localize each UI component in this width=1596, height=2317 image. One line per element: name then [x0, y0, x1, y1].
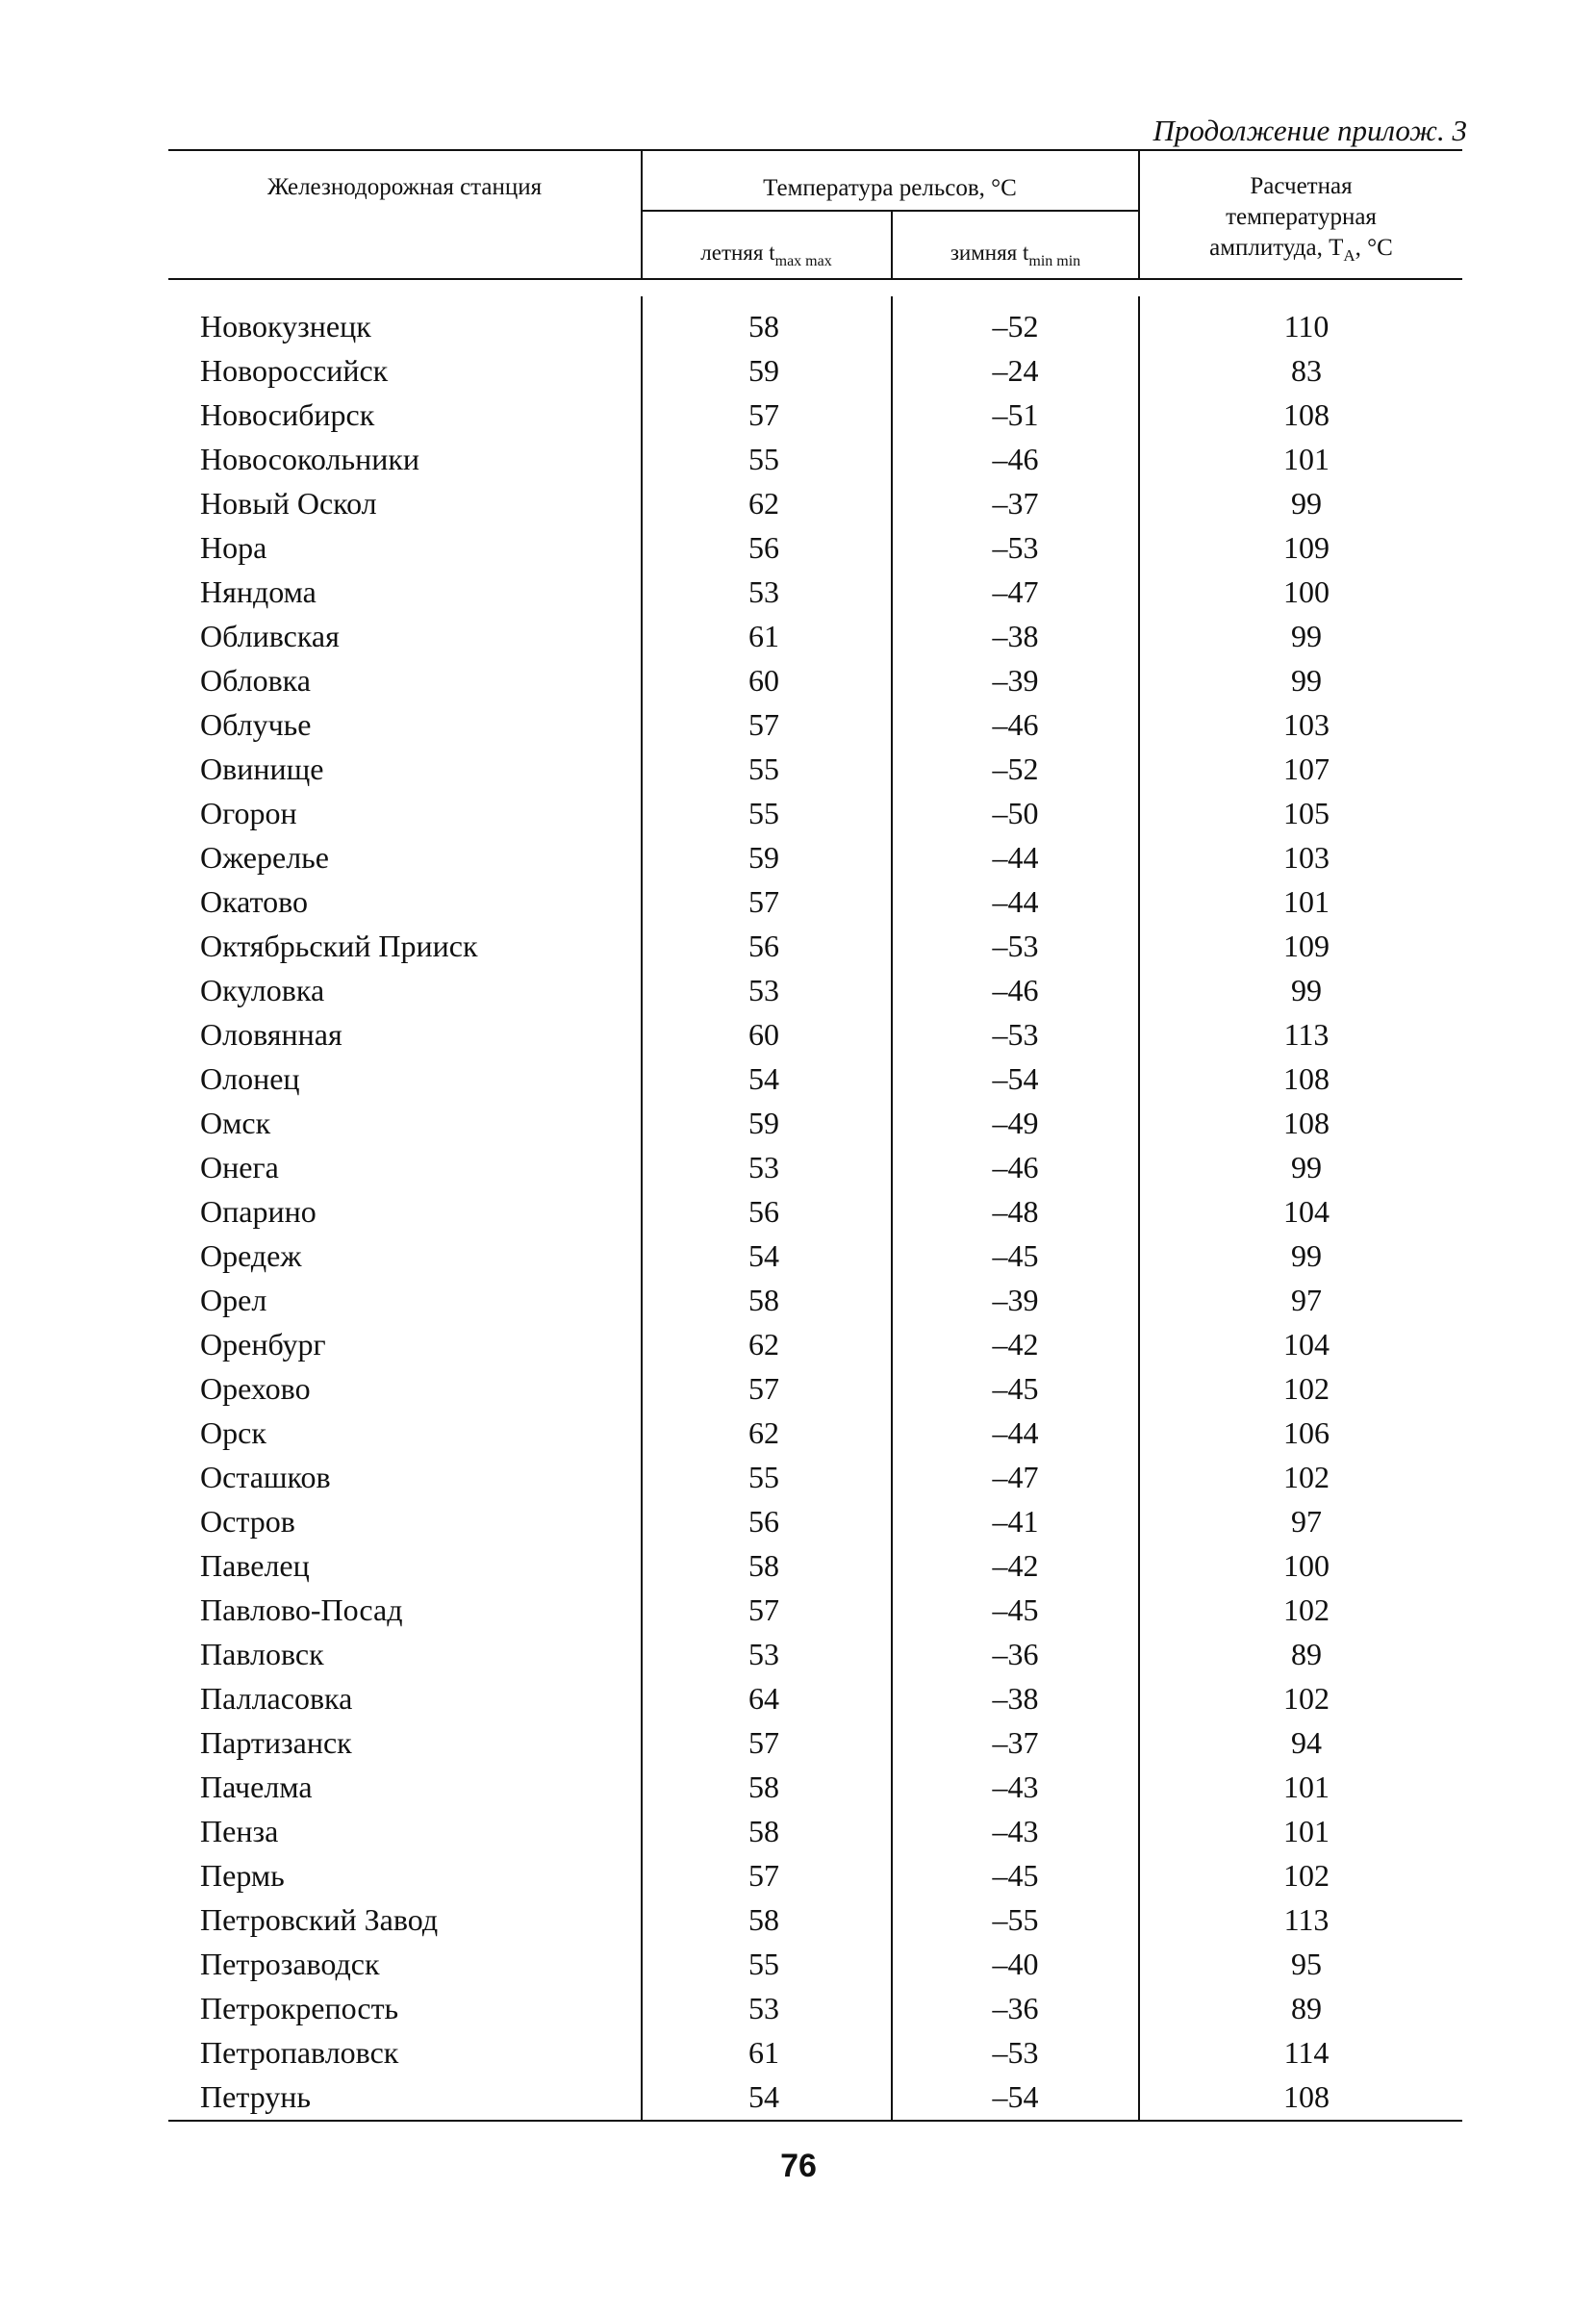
amplitude-cell: 102	[1283, 1371, 1330, 1406]
station-name-cell: Петропавловск	[200, 2035, 399, 2070]
summer-temp-cell: 53	[748, 1991, 779, 2025]
summer-temp-cell: 53	[748, 1637, 779, 1671]
station-name-cell: Нора	[200, 530, 267, 565]
summer-temp-cell: 55	[748, 751, 779, 786]
amplitude-cell: 105	[1283, 796, 1330, 830]
amplitude-cell: 104	[1283, 1194, 1330, 1229]
summer-temp-cell: 54	[748, 1238, 779, 1273]
station-name-cell: Остров	[200, 1504, 295, 1539]
table-row	[0, 1942, 1596, 1986]
station-name-cell: Новосибирск	[200, 397, 375, 432]
winter-temp-cell: –55	[992, 1902, 1039, 1937]
table-row	[0, 835, 1596, 879]
amplitude-cell: 99	[1291, 486, 1322, 521]
winter-temp-cell: –42	[992, 1548, 1039, 1583]
amplitude-cell: 108	[1283, 2079, 1330, 2114]
table-row	[0, 702, 1596, 747]
table-row	[0, 393, 1596, 437]
winter-temp-cell: –44	[992, 884, 1039, 919]
station-name-cell: Новокузнецк	[200, 309, 371, 344]
station-name-cell: Омск	[200, 1106, 271, 1140]
continuation-label-text: Продолжение прилож. 3	[1153, 114, 1467, 147]
summer-temp-cell: 53	[748, 574, 779, 609]
station-name-cell: Ожерелье	[200, 840, 329, 875]
winter-temp-cell: –52	[992, 751, 1039, 786]
station-name-cell: Опарино	[200, 1194, 317, 1229]
winter-temp-cell: –37	[992, 1725, 1039, 1760]
winter-temp-cell: –49	[992, 1106, 1039, 1140]
amplitude-cell: 83	[1291, 353, 1322, 388]
header-amplitude-line2: температурная	[1226, 204, 1377, 230]
table-row	[0, 570, 1596, 614]
winter-temp-cell: –53	[992, 929, 1039, 963]
table-row	[0, 1411, 1596, 1455]
winter-temp-cell: –53	[992, 2035, 1039, 2070]
table-row	[0, 1455, 1596, 1499]
summer-temp-cell: 62	[748, 1415, 779, 1450]
amplitude-cell: 100	[1283, 574, 1330, 609]
table-row	[0, 614, 1596, 658]
station-name-cell: Пенза	[200, 1814, 279, 1848]
winter-temp-cell: –47	[992, 1460, 1039, 1494]
station-name-cell: Петрозаводск	[200, 1947, 380, 1981]
amplitude-cell: 101	[1283, 1770, 1330, 1804]
table-row	[0, 924, 1596, 968]
winter-temp-cell: –40	[992, 1947, 1039, 1981]
station-name-cell: Палласовка	[200, 1681, 353, 1716]
table-row	[0, 658, 1596, 702]
amplitude-cell: 99	[1291, 663, 1322, 698]
winter-temp-cell: –38	[992, 619, 1039, 653]
winter-temp-cell: –39	[992, 1283, 1039, 1317]
summer-temp-cell: 53	[748, 973, 779, 1007]
summer-temp-cell: 54	[748, 1061, 779, 1096]
header-bottom-rule	[168, 278, 1462, 280]
winter-temp-cell: –52	[992, 309, 1039, 344]
summer-temp-cell: 56	[748, 530, 779, 565]
winter-temp-cell: –42	[992, 1327, 1039, 1362]
station-name-cell: Оренбург	[200, 1327, 326, 1362]
amplitude-cell: 94	[1291, 1725, 1322, 1760]
winter-temp-cell: –37	[992, 486, 1039, 521]
winter-temp-cell: –36	[992, 1637, 1039, 1671]
winter-temp-cell: –45	[992, 1592, 1039, 1627]
winter-temp-cell: –53	[992, 530, 1039, 565]
amplitude-cell: 103	[1283, 840, 1330, 875]
station-name-cell: Окатово	[200, 884, 308, 919]
table-row	[0, 2075, 1596, 2119]
amplitude-cell: 108	[1283, 1061, 1330, 1096]
station-name-cell: Пачелма	[200, 1770, 313, 1804]
winter-temp-cell: –46	[992, 707, 1039, 742]
winter-temp-cell: –48	[992, 1194, 1039, 1229]
amplitude-cell: 101	[1283, 442, 1330, 476]
header-summer-subscript: max max	[774, 253, 832, 269]
amplitude-cell: 110	[1283, 309, 1330, 344]
header-station-text: Железнодорожная станция	[266, 174, 543, 200]
summer-temp-cell: 55	[748, 796, 779, 830]
winter-temp-cell: –43	[992, 1770, 1039, 1804]
station-name-cell: Окуловка	[200, 973, 325, 1007]
winter-temp-cell: –24	[992, 353, 1039, 388]
station-name-cell: Овинище	[200, 751, 324, 786]
summer-temp-cell: 57	[748, 707, 779, 742]
summer-temp-cell: 55	[748, 1460, 779, 1494]
amplitude-cell: 104	[1283, 1327, 1330, 1362]
station-name-cell: Обловка	[200, 663, 311, 698]
amplitude-cell: 103	[1283, 707, 1330, 742]
table-row	[0, 1057, 1596, 1101]
winter-temp-cell: –41	[992, 1504, 1039, 1539]
amplitude-cell: 89	[1291, 1637, 1322, 1671]
continuation-label	[1010, 114, 1467, 148]
amplitude-cell: 108	[1283, 397, 1330, 432]
winter-temp-cell: –51	[992, 397, 1039, 432]
amplitude-cell: 101	[1283, 1814, 1330, 1848]
station-name-cell: Новый Оскол	[200, 486, 377, 521]
amplitude-cell: 99	[1291, 1238, 1322, 1273]
winter-temp-cell: –45	[992, 1858, 1039, 1893]
station-name-cell: Олонец	[200, 1061, 300, 1096]
table-row	[0, 1543, 1596, 1588]
table-row	[0, 1765, 1596, 1809]
summer-temp-cell: 56	[748, 929, 779, 963]
table-row	[0, 1986, 1596, 2030]
summer-temp-cell: 58	[748, 1770, 779, 1804]
table-row	[0, 1853, 1596, 1897]
table-row	[0, 348, 1596, 393]
summer-temp-cell: 53	[748, 1150, 779, 1184]
amplitude-cell: 95	[1291, 1947, 1322, 1981]
amplitude-cell: 107	[1283, 751, 1330, 786]
station-name-cell: Орехово	[200, 1371, 311, 1406]
winter-temp-cell: –45	[992, 1238, 1039, 1273]
table-row	[0, 2030, 1596, 2075]
station-name-cell: Павловск	[200, 1637, 324, 1671]
amplitude-cell: 102	[1283, 1858, 1330, 1893]
summer-temp-cell: 54	[748, 2079, 779, 2114]
station-name-cell: Няндома	[200, 574, 317, 609]
header-amplitude-subscript: A	[1343, 246, 1355, 265]
summer-temp-cell: 61	[748, 619, 779, 653]
station-name-cell: Орел	[200, 1283, 267, 1317]
header-amplitude-suffix: , °С	[1355, 235, 1393, 261]
summer-temp-cell: 57	[748, 1592, 779, 1627]
header-amplitude-prefix: амплитуда, T	[1209, 235, 1344, 261]
station-name-cell: Огорон	[200, 796, 297, 830]
amplitude-cell: 89	[1291, 1991, 1322, 2025]
winter-temp-cell: –46	[992, 442, 1039, 476]
table-row	[0, 525, 1596, 570]
table-row	[0, 879, 1596, 924]
table-row	[0, 1720, 1596, 1765]
header-winter-text: зимняя t	[950, 241, 1029, 265]
summer-temp-cell: 56	[748, 1194, 779, 1229]
summer-temp-cell: 61	[748, 2035, 779, 2070]
header-station	[168, 173, 641, 202]
winter-temp-cell: –47	[992, 574, 1039, 609]
table-row	[0, 304, 1596, 348]
station-name-cell: Облучье	[200, 707, 312, 742]
header-rail-temperature-text: Температура рельсов, °С	[763, 175, 1017, 201]
header-summer-text: летняя t	[700, 241, 775, 265]
winter-temp-cell: –53	[992, 1017, 1039, 1052]
amplitude-cell: 102	[1283, 1592, 1330, 1627]
table-bottom-rule	[168, 2120, 1462, 2122]
table-row	[0, 1366, 1596, 1411]
amplitude-cell: 100	[1283, 1548, 1330, 1583]
station-name-cell: Осташков	[200, 1460, 331, 1494]
station-name-cell: Петровский Завод	[200, 1902, 439, 1937]
winter-temp-cell: –44	[992, 840, 1039, 875]
summer-temp-cell: 56	[748, 1504, 779, 1539]
station-name-cell: Павлово-Посад	[200, 1592, 403, 1627]
summer-temp-cell: 64	[748, 1681, 779, 1716]
table-row	[0, 1145, 1596, 1189]
table-row	[0, 1322, 1596, 1366]
summer-temp-cell: 58	[748, 1283, 779, 1317]
amplitude-cell: 102	[1283, 1681, 1330, 1716]
table-row	[0, 1189, 1596, 1234]
header-winter	[893, 239, 1138, 276]
table-row	[0, 1278, 1596, 1322]
summer-temp-cell: 60	[748, 663, 779, 698]
station-name-cell: Оловянная	[200, 1017, 342, 1052]
amplitude-cell: 109	[1283, 929, 1330, 963]
winter-temp-cell: –44	[992, 1415, 1039, 1450]
winter-temp-cell: –46	[992, 1150, 1039, 1184]
winter-temp-cell: –36	[992, 1991, 1039, 2025]
station-name-cell: Петрунь	[200, 2079, 311, 2114]
amplitude-cell: 108	[1283, 1106, 1330, 1140]
table-row	[0, 481, 1596, 525]
summer-temp-cell: 55	[748, 1947, 779, 1981]
amplitude-cell: 97	[1291, 1504, 1322, 1539]
winter-temp-cell: –54	[992, 1061, 1039, 1096]
station-name-cell: Октябрьский Прииск	[200, 929, 478, 963]
winter-temp-cell: –43	[992, 1814, 1039, 1848]
amplitude-cell: 114	[1283, 2035, 1330, 2070]
table-row	[0, 791, 1596, 835]
header-winter-subscript: min min	[1028, 253, 1081, 269]
summer-temp-cell: 57	[748, 884, 779, 919]
table-row	[0, 1676, 1596, 1720]
header-rail-temperature	[642, 174, 1138, 203]
amplitude-cell: 113	[1283, 1017, 1330, 1052]
table-row	[0, 437, 1596, 481]
page-number: 76	[780, 2148, 817, 2184]
station-name-cell: Новороссийск	[200, 353, 389, 388]
summer-temp-cell: 60	[748, 1017, 779, 1052]
station-name-cell: Орск	[200, 1415, 266, 1450]
summer-temp-cell: 58	[748, 309, 779, 344]
table-row	[0, 1012, 1596, 1057]
amplitude-cell: 113	[1283, 1902, 1330, 1937]
table-row	[0, 1499, 1596, 1543]
summer-temp-cell: 62	[748, 486, 779, 521]
table-row	[0, 1234, 1596, 1278]
amplitude-cell: 99	[1291, 973, 1322, 1007]
summer-temp-cell: 57	[748, 397, 779, 432]
winter-temp-cell: –46	[992, 973, 1039, 1007]
table-row	[0, 1588, 1596, 1632]
amplitude-cell: 99	[1291, 1150, 1322, 1184]
table-row	[0, 1101, 1596, 1145]
header-amplitude-line1: Расчетная	[1250, 173, 1353, 199]
station-name-cell: Обливская	[200, 619, 340, 653]
station-name-cell: Павелец	[200, 1548, 310, 1583]
summer-temp-cell: 57	[748, 1858, 779, 1893]
amplitude-cell: 99	[1291, 619, 1322, 653]
table-row	[0, 968, 1596, 1012]
amplitude-cell: 102	[1283, 1460, 1330, 1494]
summer-temp-cell: 58	[748, 1548, 779, 1583]
table-row	[0, 747, 1596, 791]
winter-temp-cell: –39	[992, 663, 1039, 698]
amplitude-cell: 109	[1283, 530, 1330, 565]
station-name-cell: Пермь	[200, 1858, 285, 1893]
summer-temp-cell: 58	[748, 1814, 779, 1848]
station-name-cell: Партизанск	[200, 1725, 352, 1760]
summer-temp-cell: 57	[748, 1725, 779, 1760]
amplitude-cell: 106	[1283, 1415, 1330, 1450]
summer-temp-cell: 55	[748, 442, 779, 476]
amplitude-cell: 97	[1291, 1283, 1322, 1317]
amplitude-cell: 101	[1283, 884, 1330, 919]
table-row	[0, 1809, 1596, 1853]
station-name-cell: Новосокольники	[200, 442, 419, 476]
summer-temp-cell: 59	[748, 353, 779, 388]
winter-temp-cell: –45	[992, 1371, 1039, 1406]
station-name-cell: Оредеж	[200, 1238, 302, 1273]
table-row	[0, 1632, 1596, 1676]
table-row	[0, 1897, 1596, 1942]
winter-temp-cell: –38	[992, 1681, 1039, 1716]
summer-temp-cell: 58	[748, 1902, 779, 1937]
header-amplitude-line3	[1140, 233, 1462, 271]
summer-temp-cell: 59	[748, 840, 779, 875]
table-top-rule	[168, 149, 1462, 151]
station-name-cell: Петрокрепость	[200, 1991, 399, 2025]
header-amplitude	[1140, 171, 1462, 271]
winter-temp-cell: –54	[992, 2079, 1039, 2114]
summer-temp-cell: 59	[748, 1106, 779, 1140]
summer-temp-cell: 57	[748, 1371, 779, 1406]
summer-temp-cell: 62	[748, 1327, 779, 1362]
header-summer	[642, 239, 891, 276]
station-name-cell: Онега	[200, 1150, 279, 1184]
winter-temp-cell: –50	[992, 796, 1039, 830]
